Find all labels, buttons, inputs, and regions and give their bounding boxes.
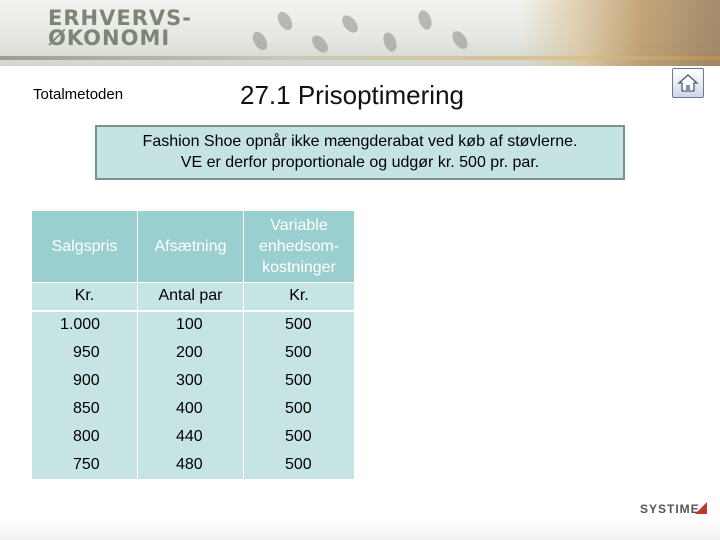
- table-cell: 100: [138, 311, 244, 339]
- table-row: [32, 395, 355, 423]
- table-cell: 500: [244, 451, 355, 479]
- header-variable-costs: [244, 211, 355, 283]
- banner-divider: [0, 56, 720, 60]
- table-cell: 800: [32, 423, 138, 451]
- table-cell: 500: [244, 395, 355, 423]
- table-cell: 480: [138, 451, 244, 479]
- header-afsaetning: Afsætning: [138, 211, 244, 283]
- unit-row: [32, 283, 355, 311]
- table-cell: 300: [138, 367, 244, 395]
- unit-cell: Antal par: [138, 283, 244, 311]
- info-line-2: VE er derfor proportionale og udgør kr. 500 pr. par.: [180, 154, 540, 171]
- header-line-2: enhedsom-: [258, 238, 340, 255]
- logo-line-1: ERHVERVS-: [48, 6, 192, 30]
- table-cell: 440: [138, 423, 244, 451]
- header-line-1: Variable: [270, 217, 328, 234]
- header-salgspris: Salgspris: [32, 211, 138, 283]
- header-banner: [0, 0, 720, 66]
- table-cell: 900: [32, 367, 138, 395]
- footprints-decoration: [240, 6, 500, 56]
- table-cell: 850: [32, 395, 138, 423]
- table-cell: 500: [244, 367, 355, 395]
- header-line-3: kostninger: [262, 259, 336, 276]
- section-label: Totalmetoden: [33, 86, 124, 103]
- home-button[interactable]: [672, 68, 704, 98]
- unit-cell: Kr.: [244, 283, 355, 311]
- table-cell: 750: [32, 451, 138, 479]
- price-table: [31, 210, 355, 479]
- table-cell: 500: [244, 311, 355, 339]
- info-box: [95, 125, 625, 180]
- publisher-logo: [48, 8, 192, 48]
- logo-line-2: ØKONOMI: [48, 26, 171, 50]
- page-title: 27.1 Prisoptimering: [240, 80, 464, 110]
- footer-strip: [0, 520, 720, 540]
- table-row: [32, 367, 355, 395]
- table-cell: 200: [138, 339, 244, 367]
- table-cell: 950: [32, 339, 138, 367]
- table-row: [32, 339, 355, 367]
- table-row: [32, 423, 355, 451]
- table-row: [32, 451, 355, 479]
- table-row: [32, 311, 355, 339]
- table-cell: 1.000: [32, 311, 138, 339]
- brand-logo: SYSTIME: [640, 502, 700, 516]
- table-cell: 500: [244, 339, 355, 367]
- info-line-1: Fashion Shoe opnår ikke mængderabat ved køb af støvlerne.: [142, 133, 578, 150]
- table-cell: 400: [138, 395, 244, 423]
- unit-cell: Kr.: [32, 283, 138, 311]
- table-cell: 500: [244, 423, 355, 451]
- home-icon: [677, 73, 699, 93]
- table-header-row: [32, 211, 355, 283]
- brand-mark-icon: [695, 502, 707, 514]
